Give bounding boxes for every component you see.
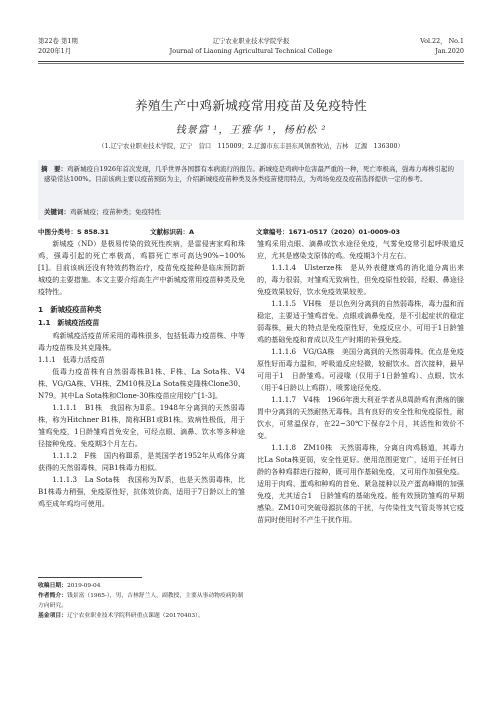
body-paragraph: 低毒力疫苗株有自然弱毒株B1株、F株、La Sota株、V4株、VG/GA株、VH株、ZM10株及La Sota株克隆株Clone30、N79。其中La Sota株和Clone-30株疫苗应用较广[1-3]。	[38, 367, 245, 400]
body-paragraph: 1.1.1.6 VG/GA株 美国分离到的天然弱毒株。优点是免疫原性好而毒力温和，呼吸道反应轻微，较耐饮水。首次接种，最早可用于1 日龄雏鸡。可浸喙（仅用于1日龄雏鸡）、点眼、饮水（用于4日龄以上鸡群）、喷雾途径免疫。	[257, 347, 464, 392]
paper-authors: 钱景富 ¹，王雅华 ¹，杨柏松 ²	[175, 125, 327, 136]
section-heading-1-1: 1.1 新城疫活疫苗	[38, 319, 100, 327]
body-left-column	[38, 238, 245, 510]
clc-number: 中图分类号：S 858.31	[38, 228, 110, 236]
journal-volume-info: 第22卷 第1期 2020年1月	[38, 37, 78, 55]
section-heading-1: 1 新城疫疫苗种类	[38, 305, 102, 314]
header-rule-thin	[38, 63, 464, 64]
body-right-column	[257, 238, 464, 526]
keywords	[44, 207, 161, 216]
body-paragraph: 1.1.1.4 Ulsterze株 是从外表健康鸡的消化道分离出来的，毒力很弱，对雏鸡无致病性，但免疫原性较弱，经眼、鼻途径免疫效果较好，饮水免疫效果较差。	[257, 263, 464, 296]
abstract	[41, 164, 459, 185]
abstract-label: 摘 要：	[41, 165, 67, 173]
body-paragraph: 1.1.1.7 V4株 1966年澳大利亚学者从8周龄鸡有溃疡的腺胃中分离到的天然耐热无毒株。具有良好的安全性和免疫原性，耐饮水，可常温保存，在22~30℃下保存2个月，其活性和效价不变。	[257, 395, 464, 440]
body-paragraph: 1.1.1.3 La Sota株 我国称为Ⅳ系，也是天然弱毒株，比B1株毒力稍强，免疫原性好，抗体效价高，适用于7日龄以上的雏鸡至成年鸡均可使用。	[38, 475, 245, 508]
document-code: 文献标识码：A	[150, 228, 195, 236]
footnote	[38, 581, 248, 621]
journal-name: 辽宁农业职业技术学院学报 Journal of Liaoning Agricultural Technical College	[169, 37, 333, 55]
received-date: 收稿日期：2019-09-04	[38, 583, 101, 589]
section-heading-1-1-1: 1.1.1 低毒力活疫苗	[38, 356, 105, 364]
body-paragraph: 雏鸡采用点眼、滴鼻或饮水途径免疫，气雾免疫常引起呼吸道反应，尤其是感染支原体的鸡。免疫期3个月左右。	[257, 239, 464, 260]
intro-paragraph: 新城疫（ND）是极易传染的致死性疾病，是雷侵害家鸡和珠鸡，强毒引起的死亡率极高，鸡群死亡率可高达90%~100%[1]。目前该病还没有特效药物治疗，疫苗免疫接种是临床预防新城疫的主要措施。本文主要介绍高生产中新城疫常用疫苗种类及免疫特性。	[38, 239, 245, 296]
article-number: 文章编号：1671-0517（2020）01-0009-03	[256, 228, 401, 236]
footnote-rule	[38, 577, 142, 578]
keywords-text: 鸡新城疫；疫苗种类；免疫特性	[70, 208, 161, 216]
funding-info: 基金项目：辽宁农业职业技术学院科研重点课题（20170403）。	[38, 613, 204, 619]
paper-title: 养殖生产中鸡新城疫常用疫苗及免疫特性	[134, 98, 368, 113]
body-paragraph: 1.1.1.1 B1株 我国称为Ⅱ系。1948年分离到的天然弱毒株，称为Hitchner B1株，简称HB1或B1株。致病性极低，用于雏鸡免疫，1日龄雏鸡首免安全，可经点眼、滴鼻、饮水等多种途径接种免疫。免疫期3个月左右。	[38, 403, 245, 448]
author-bio: 作者简介：钱景富（1965-），男，吉林舒兰人，副教授，主要从事动物疫病防制方向研究。	[38, 593, 244, 609]
body-paragraph: 鸡新城疫活疫苗所采用的毒株很多，包括低毒力疫苗株、中等毒力疫苗株及其克隆株。	[38, 331, 245, 352]
body-paragraph: 1.1.1.8 ZM10株 天然弱毒株，分离自肉鸡肠道，其毒力比La Sota株更弱，安全性更好。使用范围更宽广，适用于任何日龄的各种鸡群进行接种，既可用作基础免疫，又可用作加强免疫。适用于肉鸡、蛋鸡和种鸡的首免、紧急接种以及产蛋高峰期的加强免疫，尤其适合1 日龄雏鸡的基础免疫。能有效预防雏鸡的早期感染。ZM10可突破母源抗体的干扰，与传染性支气管炎等其它疫苗同时使用时不产生干扰作用。	[257, 443, 464, 524]
body-paragraph: 1.1.1.2 F株 国内称Ⅲ系，是英国学者1952年从鸡体分离获得的天然弱毒株，同B1株毒力相似。	[38, 451, 245, 472]
header-rule	[38, 61, 464, 62]
author-affiliation: （1.辽宁农业职业技术学院，辽宁 营口 115009；2.辽源市东丰县东风镇畜牧站，吉林 辽源 136300）	[98, 143, 404, 150]
abstract-text: 鸡新城疫自1926年首次发现，几乎世界各国都有本病流行的报告。新城疫是鸡病中危害最严重的一种，死亡率极高，强毒力毒株引起的感染常达100%。目前该病主要以疫苗预防为主，介绍新城疫疫苗种类及各类疫苗使用特点，为鸡场免疫及疫苗选择提供一定的参考。	[44, 165, 455, 184]
journal-issue-info: Vol.22， No.1 Jan.2020	[420, 37, 464, 55]
keywords-label: 关键词：	[44, 208, 70, 216]
body-paragraph: 1.1.1.5 VH株 是以色列分离到的自然弱毒株，毒力温和而稳定，主要适于雏鸡首免。点眼或滴鼻免疫，是不引起症状的稳定弱毒株，最大的特点是免疫原性好，免疫反应小，可用于1日龄雏鸡的基础免疫和育成以及生产时期的补强免疫。	[257, 299, 464, 344]
